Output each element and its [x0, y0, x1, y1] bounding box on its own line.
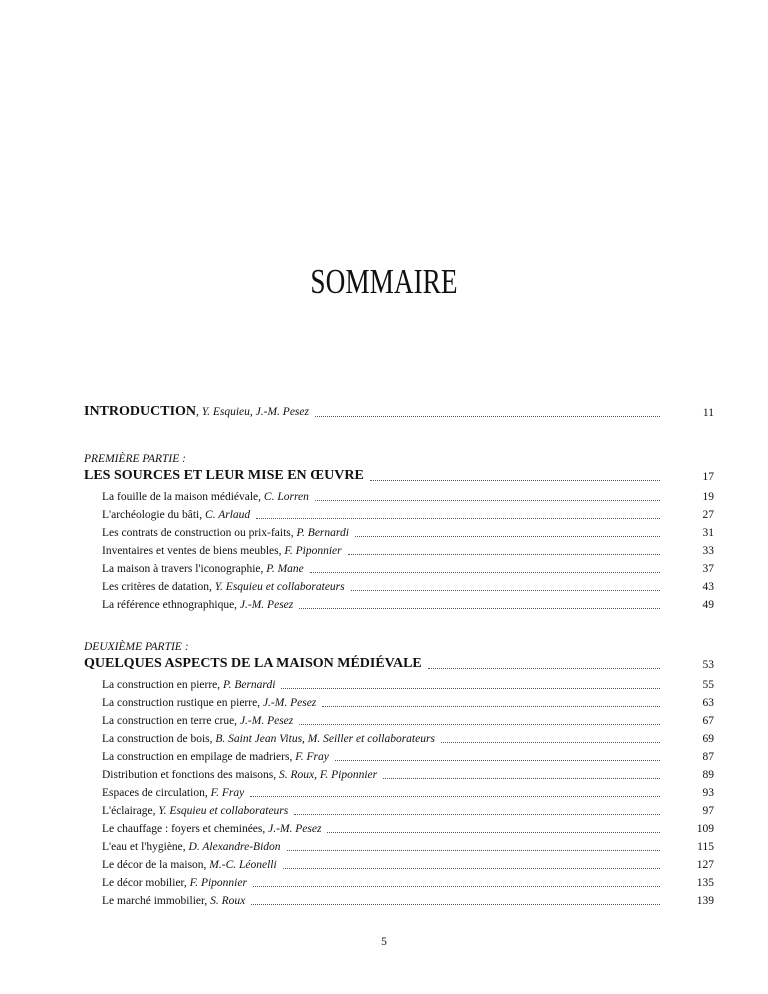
entry-author: F. Fray	[295, 751, 329, 763]
entry-author: D. Alexandre-Bidon	[188, 841, 281, 853]
entry-title: La construction en pierre,	[102, 679, 224, 691]
page-title: SOMMAIRE	[310, 262, 458, 301]
dot-leader	[299, 723, 660, 725]
entry-title: La construction en terre crue,	[102, 715, 240, 727]
page-number: 17	[702, 471, 714, 483]
dot-leader	[250, 795, 660, 797]
dot-leader	[294, 813, 660, 815]
page-number: 115	[697, 841, 714, 853]
entry-title: La construction en empilage de madriers,	[102, 751, 296, 763]
dot-leader	[315, 415, 660, 417]
dot-leader	[335, 759, 660, 761]
entry-author: P. Bernardi	[296, 527, 349, 539]
page-number: 43	[702, 581, 714, 593]
entry-title: Inventaires et ventes de biens meubles,	[102, 545, 285, 557]
page-number: 63	[702, 697, 714, 709]
page-number: 87	[702, 751, 714, 763]
toc-part2-title[interactable]	[84, 654, 714, 672]
entry-author: J.-M. Pesez	[268, 823, 322, 835]
page-number: 139	[696, 895, 714, 907]
entry-author: S. Roux	[210, 895, 246, 907]
part1-kicker: PREMIÈRE PARTIE :	[84, 453, 186, 465]
dot-leader	[281, 687, 660, 689]
toc-entry[interactable]	[102, 692, 714, 710]
toc-entry[interactable]	[102, 558, 714, 576]
dot-leader	[355, 535, 660, 537]
entry-author: J.-M. Pesez	[239, 715, 294, 727]
dot-leader	[351, 589, 660, 591]
dot-leader	[441, 741, 660, 743]
introduction-authors: Y. Esquieu, J.-M. Pesez	[201, 406, 309, 418]
entry-author: B. Saint Jean Vitus, M. Seiller et collaborateurs	[215, 733, 435, 745]
page-number: 127	[696, 859, 714, 871]
dot-leader	[251, 903, 660, 905]
dot-leader	[287, 849, 660, 851]
dot-leader	[310, 571, 660, 573]
toc-entry[interactable]	[102, 836, 714, 854]
toc-entry[interactable]	[102, 576, 714, 594]
entry-title: L'archéologie du bâti,	[102, 509, 205, 521]
entry-title: Les contrats de construction ou prix-faits,	[102, 527, 297, 539]
dot-leader	[327, 831, 660, 833]
toc-entry[interactable]	[102, 890, 714, 908]
entry-title: La construction de bois,	[102, 733, 216, 745]
part1-title: LES SOURCES ET LEUR MISE EN ŒUVRE	[84, 468, 364, 483]
toc-entry[interactable]	[102, 872, 714, 890]
toc-entry[interactable]	[102, 674, 714, 692]
page-number: 55	[702, 679, 714, 691]
entry-author: F. Fray	[210, 787, 245, 799]
entry-title: La référence ethnographique,	[102, 599, 240, 611]
entry-title: Le décor de la maison,	[102, 859, 210, 871]
entry-title: Espaces de circulation,	[102, 787, 211, 799]
dot-leader	[383, 777, 660, 779]
dot-leader	[348, 553, 660, 555]
toc-part1-title[interactable]	[84, 466, 714, 484]
dot-leader	[283, 867, 660, 869]
entry-author: F. Piponnier	[189, 877, 247, 889]
entry-title: Le chauffage : foyers et cheminées,	[102, 823, 269, 835]
toc-entry[interactable]	[102, 522, 714, 540]
entry-title: La fouille de la maison médiévale,	[102, 491, 264, 503]
page-number: 89	[702, 769, 714, 781]
toc-entry[interactable]	[102, 764, 714, 782]
page-footer-number: 5	[381, 936, 387, 948]
dot-leader	[322, 705, 660, 707]
dot-leader	[299, 607, 660, 609]
toc-introduction[interactable]	[84, 402, 714, 420]
entry-title: Le décor mobilier,	[102, 877, 190, 889]
toc-entry[interactable]	[102, 728, 714, 746]
entry-author: S. Roux, F. Piponnier	[278, 769, 378, 781]
entry-author: Y. Esquieu et collaborateurs	[158, 805, 289, 817]
entry-title: La construction rustique en pierre,	[102, 697, 263, 709]
page-number: 109	[696, 823, 714, 835]
page-number: 19	[702, 491, 714, 503]
toc-entry[interactable]	[102, 800, 714, 818]
entry-author: J.-M. Pesez	[262, 697, 317, 709]
part2-kicker: DEUXIÈME PARTIE :	[84, 641, 189, 653]
dot-leader	[370, 479, 660, 481]
entry-author: J.-M. Pesez	[239, 599, 294, 611]
toc-entry[interactable]	[102, 782, 714, 800]
page-number: 11	[702, 407, 714, 419]
entry-author: C. Arlaud	[204, 509, 251, 521]
entry-title: La maison à travers l'iconographie,	[102, 563, 267, 575]
dot-leader	[253, 885, 660, 887]
page-number: 69	[702, 733, 714, 745]
dot-leader	[256, 517, 660, 519]
toc-entry[interactable]	[102, 540, 714, 558]
introduction-label: INTRODUCTION	[84, 404, 197, 419]
toc-entry[interactable]	[102, 854, 714, 872]
entry-author: Y. Esquieu et collaborateurs	[214, 581, 345, 593]
page-number: 67	[702, 715, 714, 727]
toc-entry[interactable]	[102, 504, 714, 522]
toc-entry[interactable]	[102, 594, 714, 612]
entry-title: L'eau et l'hygiène,	[102, 841, 189, 853]
dot-leader	[315, 499, 660, 501]
entry-title: Le marché immobilier,	[102, 895, 211, 907]
page-number: 27	[702, 509, 714, 521]
toc-entry[interactable]	[102, 486, 714, 504]
entry-title: Distribution et fonctions des maisons,	[102, 769, 279, 781]
part2-title: QUELQUES ASPECTS DE LA MAISON MÉDIÉVALE	[84, 656, 422, 671]
entry-author: F. Piponnier	[284, 545, 342, 557]
page-number: 49	[702, 599, 714, 611]
toc-entry[interactable]	[102, 746, 714, 764]
page-number: 33	[702, 545, 714, 557]
entry-title: L'éclairage,	[102, 805, 159, 817]
page-number: 97	[702, 805, 714, 817]
entry-author: P. Bernardi	[223, 679, 276, 691]
page-number: 93	[702, 787, 714, 799]
page-number: 31	[702, 527, 714, 539]
page-number: 53	[702, 659, 714, 671]
entry-author: C. Lorren	[263, 491, 309, 503]
toc-entry-label: INTRODUCTION, Y. Esquieu, J.-M. Pesez	[84, 404, 309, 419]
toc-entry[interactable]	[102, 818, 714, 836]
toc-entry[interactable]	[102, 710, 714, 728]
entry-author: M.-C. Léonelli	[209, 859, 277, 871]
entry-author: P. Mane	[266, 563, 304, 575]
page-number: 37	[702, 563, 714, 575]
entry-title: Les critères de datation,	[102, 581, 215, 593]
page-number: 135	[696, 877, 714, 889]
dot-leader	[428, 667, 660, 669]
